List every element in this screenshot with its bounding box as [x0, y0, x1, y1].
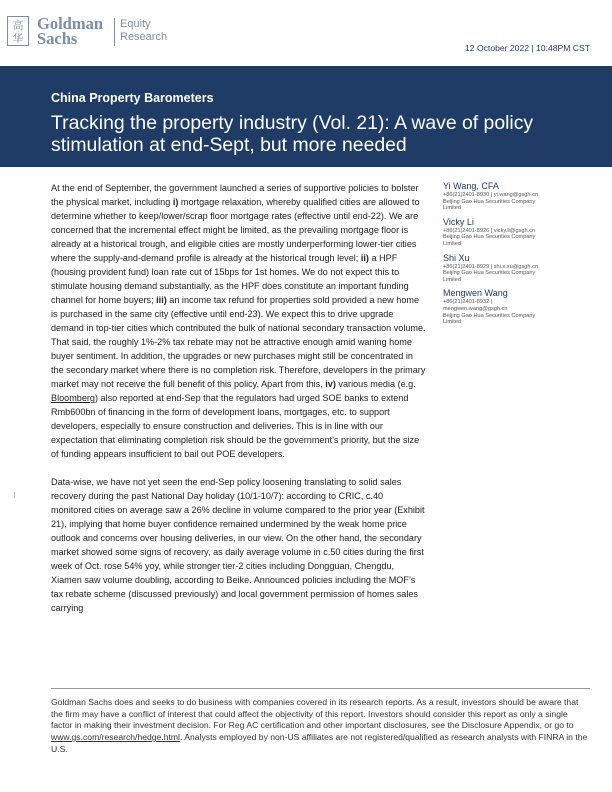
analyst-contact[interactable]: +86(21)2401-8926 | vicky.li@gsgh.cn	[443, 227, 536, 234]
analyst-firm-cont: Limited	[443, 319, 462, 326]
p1-bold-iii: iii)	[156, 295, 167, 305]
division-line-1: Equity	[120, 18, 151, 30]
analyst-name: Yi Wang, CFA	[443, 181, 499, 191]
report-date: 12 October 2022 | 10:48PM CST	[465, 43, 590, 53]
analyst-name: Shi Xu	[443, 252, 470, 263]
analyst-contact[interactable]: +86(21)2401-8929 | shi.x.xu@gsgh.cn	[443, 263, 538, 270]
report-header	[0, 0, 612, 66]
analyst-name: Mengwen Wang	[443, 288, 508, 299]
p1-bold-i: i)	[172, 197, 179, 207]
p1-text-2: mortgage relaxation, whereby qualified cities are allowed to determine whether to keep/lower/scrap floor mortgage rates (effective until end-22). We are concerned that the incremental effect might be limited, as the prevailing mortgage floor is already at a historical trough, and eligible cities are mostly underperforming lower-tier cities where the supply-and-demand profile is already at the historical trough level;	[51, 197, 420, 263]
disclosure-footer	[51, 697, 590, 756]
analyst-firm-cont: Limited	[443, 240, 462, 247]
report-title: Tracking the property industry (Vol. 21): A wave of policy stimulation at end-Sept, but more needed	[51, 112, 534, 156]
analyst-card	[443, 181, 603, 212]
analyst-firm: Beijing Gao Hua Securities Company	[443, 234, 536, 241]
analyst-contact[interactable]: +86(21)2401-8932 |	[443, 299, 493, 306]
brand-wordmark	[37, 16, 103, 46]
analyst-firm: Beijing Gao Hua Securities Company	[443, 198, 536, 205]
report-body	[51, 181, 426, 629]
analyst-firm-cont: Limited	[443, 205, 462, 212]
bloomberg-link[interactable]: Bloomberg	[51, 393, 95, 403]
series-name: China Property Barometers	[51, 91, 214, 105]
p1-bold-iv: iv)	[325, 379, 336, 389]
analyst-firm: Beijing Gao Hua Securities Company	[443, 312, 536, 319]
p1-bold-ii: ii)	[360, 253, 369, 263]
analyst-sidebar	[443, 181, 603, 331]
p1-text-6: ) also reported at end-Sep that the regulators had urged SOE banks to extend Rmb600bn of financing in the form of development loans, mortgages, etc. to support developers, especially to ensure construction and deliveries. This is in line with our expectation that eliminating completion risk should be the government’s priority, but the size of funding appears insufficient to bail out POE developers.	[51, 393, 420, 459]
analyst-firm: Beijing Gao Hua Securities Company	[443, 270, 536, 277]
logo-glyph-bottom: 华	[12, 32, 24, 45]
logo-mark-icon	[8, 17, 28, 45]
gs-gaohua-logo	[7, 16, 29, 46]
analyst-name: Vicky Li	[443, 216, 474, 227]
footer-text-2: . Analysts employed by non-US affiliates are not registered/qualified as research analysts with FINRA in the U.S.	[51, 732, 588, 754]
p1-text-1: At the end of September, the government launched a series of supportive policies to bolster the physical market, including	[51, 183, 419, 207]
brand-divider	[114, 18, 115, 46]
analyst-card	[443, 253, 603, 284]
logo-glyph-top: 高	[12, 19, 24, 32]
footer-divider	[51, 688, 590, 689]
division-line-2: Research	[120, 30, 168, 43]
brand-line-1: Goldman	[37, 14, 104, 33]
body-paragraph-1	[51, 181, 426, 461]
brand-line-2: Sachs	[37, 29, 78, 48]
body-paragraph-2: Data-wise, we have not yet seen the end-Sep policy loosening translating to solid sales recovery during the past National Day holiday (10/1-10/7): according to CRIC, c.40 monitored cities on average saw a 26% decline in volume compared to the prior year (Exhibit 21), implying that home buyer confidence remained undermined by the weak home price outlook and concerns over housing deliveries, in our view. On the other hand, the secondary market showed some signs of recovery, as daily average volume in c.50 cities during the first week of Oct. rose 54% yoy, while stronger tier-2 cities including Dongguan, Chengdu, Xiamen saw volume doubling, according to Beike. Announced policies including the MOF’s tax rebate scheme (discussed previously) and local government permission of homes sales carrying	[51, 477, 425, 613]
analyst-firm-cont: Limited	[443, 276, 462, 283]
analyst-contact[interactable]: +86(21)2401-8930 | yi.wang@gsgh.cn	[443, 192, 538, 198]
analyst-card	[443, 217, 603, 248]
analyst-email[interactable]: mengwen.wang@gsgh.cn	[443, 305, 508, 312]
division-label	[120, 18, 167, 43]
margin-mark	[14, 492, 15, 498]
p1-text-5: various media (e.g.	[335, 379, 416, 389]
p1-text-4: an income tax refund for properties sold provided a new home is purchased in the same city (effective until end-23). We expect this to drive upgrade demand in top-tier cities which contributed the bulk of national secondary transaction volume. That said, the roughly 1%-2% tax rebate may not be attractive enough amid waning home buyer sentiment. In addition, the upgrades or new purchases might still be concentrated in the secondary market where there is no completion risk. Therefore, developers in the primary market may not receive the full benefit of this policy. Apart from this,	[51, 295, 426, 389]
p1-text-3: a HPF (housing provident fund) loan rate cut of 15bps for 1st homes. We do not expect this to stimulate housing demand substantially, as the HPF does constitute an important funding channel for home buyers;	[51, 253, 409, 305]
footer-text-1: Goldman Sachs does and seeks to do business with companies covered in its research reports. As a result, investors should be aware that the firm may have a conflict of interest that could affect the objectivity of this report. Investors should consider this report as only a single factor in making their investment decision. For Reg AC certification and other important disclosures, see the Disclosure Appendix, or go to	[51, 697, 579, 731]
disclosure-link[interactable]: www.gs.com/research/hedge.html	[51, 732, 180, 743]
analyst-card	[443, 288, 603, 325]
